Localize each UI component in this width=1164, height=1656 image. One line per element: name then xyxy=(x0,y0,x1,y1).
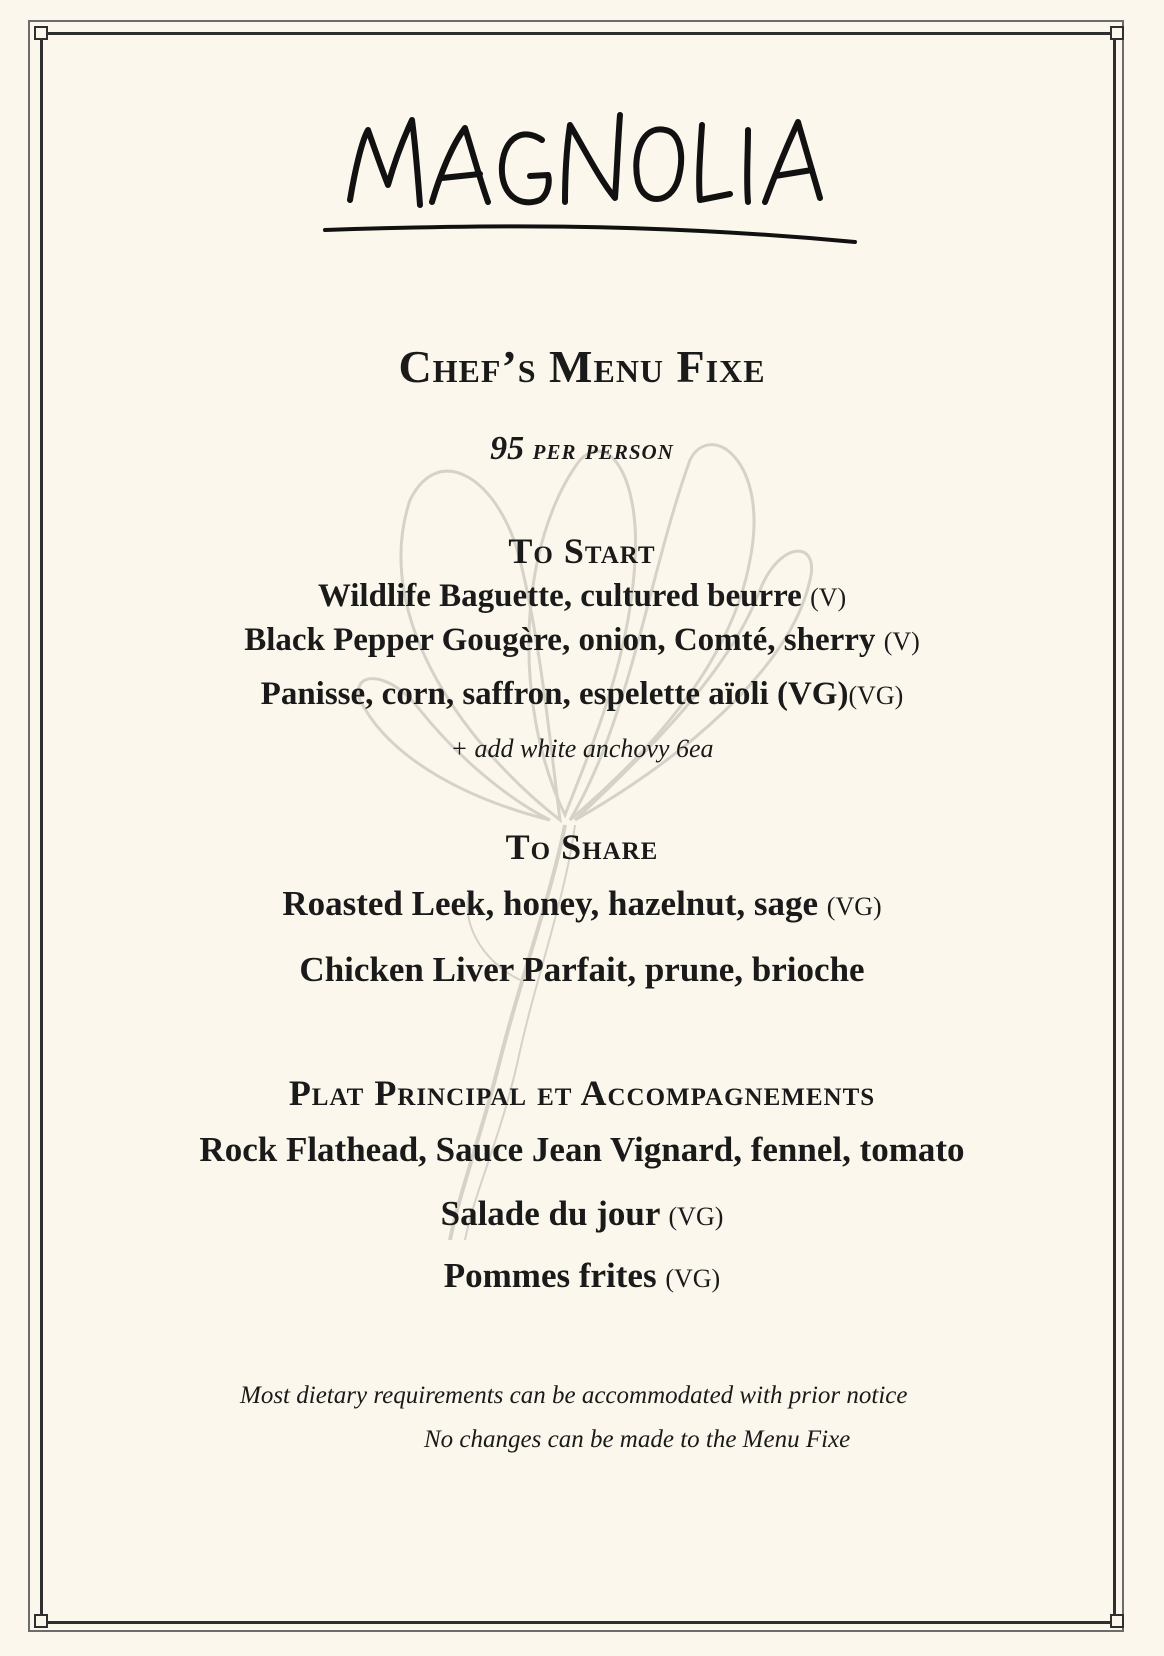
dietary-tag: (VG) xyxy=(668,1202,724,1231)
section-heading-to-start: To Start xyxy=(508,531,656,571)
menu-item-name: Roasted Leek, honey, hazelnut, sage xyxy=(282,884,819,923)
dietary-tag: (VG) xyxy=(848,681,904,710)
menu-item-name: Rock Flathead, Sauce Jean Vignard, fennel, tomato xyxy=(199,1130,965,1169)
price-value: 95 xyxy=(490,430,525,467)
menu-item xyxy=(0,1194,1164,1234)
magnolia-logo xyxy=(320,90,860,260)
section-heading-to-share: To Share xyxy=(505,827,659,867)
menu-item xyxy=(0,622,1164,659)
menu-item xyxy=(0,676,1164,713)
menu-item xyxy=(0,1130,1164,1170)
menu-item-name: Panisse, corn, saffron, espelette aïoli (VG) xyxy=(260,676,849,712)
menu-item xyxy=(0,1256,1164,1296)
menu-item-addon-note: + add white anchovy 6ea xyxy=(450,734,714,763)
menu-item xyxy=(0,884,1164,924)
menu-title: Chef’s Menu Fixe xyxy=(398,341,766,392)
border-corner-top-left xyxy=(34,26,48,40)
menu-item-name: Chicken Liver Parfait, prune, brioche xyxy=(299,950,865,989)
border-corner-bottom-left xyxy=(34,1614,48,1628)
border-corner-bottom-right xyxy=(1110,1614,1124,1628)
dietary-tag: (V) xyxy=(810,583,847,612)
dietary-tag: (VG) xyxy=(826,892,882,921)
footer-dietary-note: Most dietary requirements can be accommodated with prior notice xyxy=(240,1382,908,1409)
menu-item-name: Pommes frites xyxy=(443,1256,657,1295)
menu-item-name: Wildlife Baguette, cultured beurre xyxy=(317,578,802,614)
menu-item-name: Black Pepper Gougère, onion, Comté, sherry xyxy=(244,622,876,658)
dietary-tag: (VG) xyxy=(665,1264,721,1293)
price-unit: per person xyxy=(532,433,674,466)
menu-item xyxy=(0,950,1164,990)
dietary-tag: (V) xyxy=(883,627,920,656)
menu-item xyxy=(0,578,1164,615)
section-heading-plat-principal: Plat Principal et Accompagnements xyxy=(288,1073,876,1113)
menu-item-name: Salade du jour xyxy=(440,1194,660,1233)
menu-price xyxy=(0,430,1164,468)
border-corner-top-right xyxy=(1110,26,1124,40)
footer-no-changes-note: No changes can be made to the Menu Fixe xyxy=(424,1426,851,1453)
